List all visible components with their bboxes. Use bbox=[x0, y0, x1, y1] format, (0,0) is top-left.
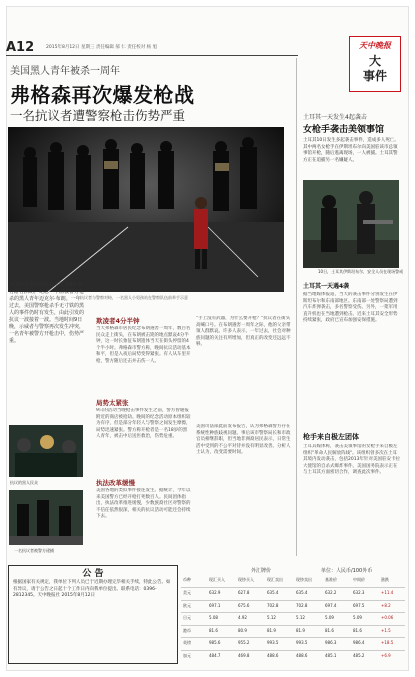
right-headline: 女枪手袭击美领事馆 bbox=[303, 125, 385, 135]
lead-kicker: 美国黑人青年被杀一周年 bbox=[10, 66, 120, 77]
lead-intro: 美国密苏里州弗格森市民众9日举行游行活动，纪念一年前被警方枪杀的黑人青年迈克尔·布朗。一年过去，美国警察枪杀手无寸铁的黑人的事件仍时有发生，由此引发的抗议一波接着一波。当地时间9日晚，示威者与警察再次发生冲突，一名青年被警方开枪击中，伤势严重。 bbox=[9, 282, 85, 344]
table-cell: 697.4 bbox=[325, 602, 337, 608]
photo-crowd-image bbox=[9, 425, 83, 477]
table-cell: 5.08 bbox=[209, 615, 218, 620]
section-label-1: 大 bbox=[368, 54, 381, 68]
section-heading-1: 欺凌者4分半钟 bbox=[96, 317, 140, 325]
table-cell: 485.1 bbox=[325, 652, 337, 658]
right-body-1: 据当地媒体报道，当天的袭击事件分别发生在伊斯坦布尔和东南部地区。东南部一处警察局遭到汽车炸弹袭击，多名警察受伤。另外，一架军用直升机也在当地遭到枪击。近来土耳其安全形势持续紧张，政府已宣布加强安保措施。 bbox=[303, 292, 398, 324]
table-cell: 5.12 bbox=[267, 615, 276, 620]
table-cell: 986.4 bbox=[353, 640, 365, 645]
right-photo bbox=[303, 180, 399, 268]
body-column-1: 当天弗格森市居民纪念布朗遇害一周年，数百名民众走上街头，在布朗被击毙的地点默哀4分半钟，这一时长象征布朗遗体当天在街头停留的4个半小时。弗格森市警方称，晚间抗议活动基本和平，但是入夜后局势变得紧张。有人从车里开枪，警方随后还击并击伤一人。 bbox=[96, 326, 191, 364]
notice-title: 公 告 bbox=[82, 569, 104, 579]
lead-photo-caption: 抗议者与警察对峙，一名黑人小男孩站在警察队伍前举手示意 bbox=[80, 295, 188, 300]
right-section-heading-1: 土耳其一天遇4袭 bbox=[303, 283, 350, 290]
table-cell: 632.9 bbox=[209, 590, 221, 595]
table-cell: +18.5 bbox=[381, 640, 394, 645]
lead-intro-column bbox=[9, 282, 85, 345]
table-header-cell: 现汇卖出 bbox=[267, 577, 283, 582]
table-cell: +11.4 bbox=[381, 590, 394, 595]
table-cell: 80.9 bbox=[238, 627, 247, 633]
table-header-cell: 涨跌 bbox=[381, 577, 389, 582]
photo-security-forces bbox=[303, 180, 399, 268]
table-cell: 993.5 bbox=[267, 640, 279, 645]
lead-subhead: 一名抗议者遭警察枪击伤势严重 bbox=[10, 108, 186, 123]
table-cell: 697.1 bbox=[209, 602, 221, 608]
table-header-cell: 中间价 bbox=[353, 577, 365, 582]
section-logo bbox=[349, 36, 401, 92]
photo-police-image bbox=[9, 490, 83, 545]
table-cell: 632.3 bbox=[353, 590, 365, 595]
table-cell: 488.6 bbox=[267, 652, 279, 658]
table-cell: 635.4 bbox=[296, 590, 308, 595]
photo-crowd bbox=[9, 425, 83, 477]
body-column-2: 9日的活动当晚枪击事件发生之前，警方曾通报附近的商店被抢劫。晚间的纪念活动原本组织较为有序，但是部分年轻人与警察之间发生摩擦，局势迅速紧张。警方称开枪者是一名18岁的黑人青年，被击中后送医救治，伤势危重。 bbox=[96, 408, 191, 440]
table-cell: 81.9 bbox=[296, 627, 305, 633]
masthead-info: 2015年8月12日 星期三 责任编辑 郝 仁 责任校对 杨 旭 bbox=[46, 45, 158, 50]
table-cell: 港币 bbox=[183, 627, 191, 633]
table-cell: 702.8 bbox=[267, 602, 279, 608]
table-cell: 5.12 bbox=[296, 615, 305, 620]
page-number: A12 bbox=[6, 40, 35, 55]
table-row bbox=[181, 587, 405, 599]
table-row bbox=[181, 650, 405, 662]
table-cell: 675.6 bbox=[238, 602, 250, 608]
table-cell: 81.6 bbox=[353, 627, 362, 633]
table-header-cell: 现钞买入 bbox=[238, 577, 254, 582]
photo-police bbox=[9, 490, 83, 545]
table-header-cell: 现汇买入 bbox=[209, 577, 225, 582]
body-column-3: 美国各地的类似事件接连发生。据统计，今年以来美国警方已经开枪打死数百人。民间团体指出，执法改革推进缓慢，少数族裔社区对警察的不信任依然很深，相关的抗议活动可能还会持续下去。 bbox=[96, 488, 191, 520]
table-row bbox=[181, 625, 405, 637]
table-cell: 697.5 bbox=[353, 602, 365, 608]
table-cell: 日元 bbox=[183, 615, 191, 620]
table-cell: 484.7 bbox=[209, 652, 221, 658]
body-column-5: 美国司法部此前发布报告，认为弗格森警方存在系统性种族歧视问题。事后该市警察局长和市政官员相继辞职，但当地非洲裔居民表示，日常生活中受到的不公平对待并没有明显改善。分析人士认为，改变需要时间。 bbox=[196, 424, 291, 456]
table-title: 外汇牌价 bbox=[251, 568, 272, 574]
table-header-cell: 基准价 bbox=[325, 577, 337, 582]
exchange-rate-table bbox=[181, 565, 405, 664]
table-cell: 欧元 bbox=[183, 602, 191, 608]
table-cell: 美元 bbox=[183, 590, 191, 595]
notice-body: 根据国家有关规定，我单位下列人员已于近期办理完毕相关手续，特此公告。如有异议，请于公告之日起十个工作日内向我单位提出。联系电话：0396-2812345。天中晚报社 2015年8月12日 bbox=[13, 580, 171, 598]
table-cell: 986.3 bbox=[325, 640, 337, 645]
table-cell: 702.8 bbox=[296, 602, 308, 608]
body-column-4: "手上没有武器，为什么要开枪？"抗议者在街头高喊口号。在布朗遇害一周年之际，他的父亲带领人群默哀。许多人表示，一年过去，社会对种族问题的关注有所增加，但真正的改变还远远不够。 bbox=[196, 316, 291, 348]
table-cell: +1.5 bbox=[381, 627, 391, 633]
table-cell: 81.6 bbox=[325, 627, 334, 633]
photo-crowd-caption: 抗议的黑人民众 bbox=[10, 480, 38, 485]
table-cell: 635.4 bbox=[267, 590, 279, 595]
table-unit: 单位：人民币/100外币 bbox=[321, 568, 373, 574]
column-divider bbox=[296, 58, 297, 556]
section-heading-2: 局势太紧张 bbox=[96, 399, 129, 407]
table-cell: 加元 bbox=[183, 652, 191, 658]
photo-protest-scene bbox=[8, 127, 284, 292]
table-title-bar bbox=[181, 565, 405, 575]
table-cell: 632.2 bbox=[325, 590, 337, 595]
masthead bbox=[6, 40, 298, 56]
section-heading-3: 执法改革缓慢 bbox=[96, 479, 135, 487]
table-cell: 5.09 bbox=[325, 615, 334, 620]
table-header-cell: 币种 bbox=[183, 577, 191, 582]
table-cell: 993.5 bbox=[296, 640, 308, 645]
table-cell: +6.9 bbox=[381, 652, 391, 658]
photo-police-caption: 一名抗议者被警方逮捕 bbox=[14, 548, 54, 553]
table-cell: +0.06 bbox=[381, 615, 394, 620]
table-cell: 488.6 bbox=[296, 652, 308, 658]
table-cell: 5.09 bbox=[353, 615, 362, 620]
right-body-2: 土耳其媒体称，袭击美领事馆的女枪手来自极左组织"革命人民解放阵线"。该组织曾多次在土耳其境内发动袭击，包括2013年针对美国驻安卡拉大使馆的自杀式爆炸事件。美国国务院表示正在与土耳其方面密切合作，调查此次事件。 bbox=[303, 444, 400, 476]
table-row bbox=[181, 637, 405, 649]
public-notice bbox=[8, 565, 178, 664]
table-cell: 4.92 bbox=[238, 615, 247, 620]
table-cell: 81.9 bbox=[267, 627, 276, 633]
section-label-2: 事件 bbox=[362, 69, 387, 83]
right-kicker: 土耳其一天发生4起袭击 bbox=[303, 114, 367, 121]
lead-headline: 弗格森再次爆发枪战 bbox=[10, 83, 195, 107]
table-cell: 81.6 bbox=[209, 627, 218, 633]
table-cell: 485.2 bbox=[353, 652, 365, 658]
table-cell: 955.2 bbox=[238, 640, 250, 645]
table-row bbox=[181, 600, 405, 612]
table-header bbox=[181, 575, 405, 585]
table-header-cell: 现钞卖出 bbox=[296, 577, 312, 582]
right-section-heading-2: 枪手来自极左团体 bbox=[303, 433, 359, 441]
right-photo-caption: 10日，土耳其伊斯坦布尔，安全人员在现场警戒 bbox=[318, 269, 404, 274]
table-cell: +8.2 bbox=[381, 602, 391, 608]
table-row bbox=[181, 612, 405, 624]
table-cell: 985.6 bbox=[209, 640, 221, 645]
table-cell: 469.8 bbox=[238, 652, 250, 658]
table-cell: 627.8 bbox=[238, 590, 250, 595]
right-lede: 土耳其10日发生多起袭击事件，造成多人死亡。其中两名女枪手在伊斯坦布尔向美国驻该市总领事馆开枪，随后逃离现场，一人被捕。土耳其警方正在追捕另一名嫌疑人。 bbox=[303, 138, 399, 163]
newspaper-logo: 天中晚报 bbox=[359, 40, 391, 50]
table-cell: 英镑 bbox=[183, 640, 191, 645]
lead-photo bbox=[8, 127, 284, 292]
